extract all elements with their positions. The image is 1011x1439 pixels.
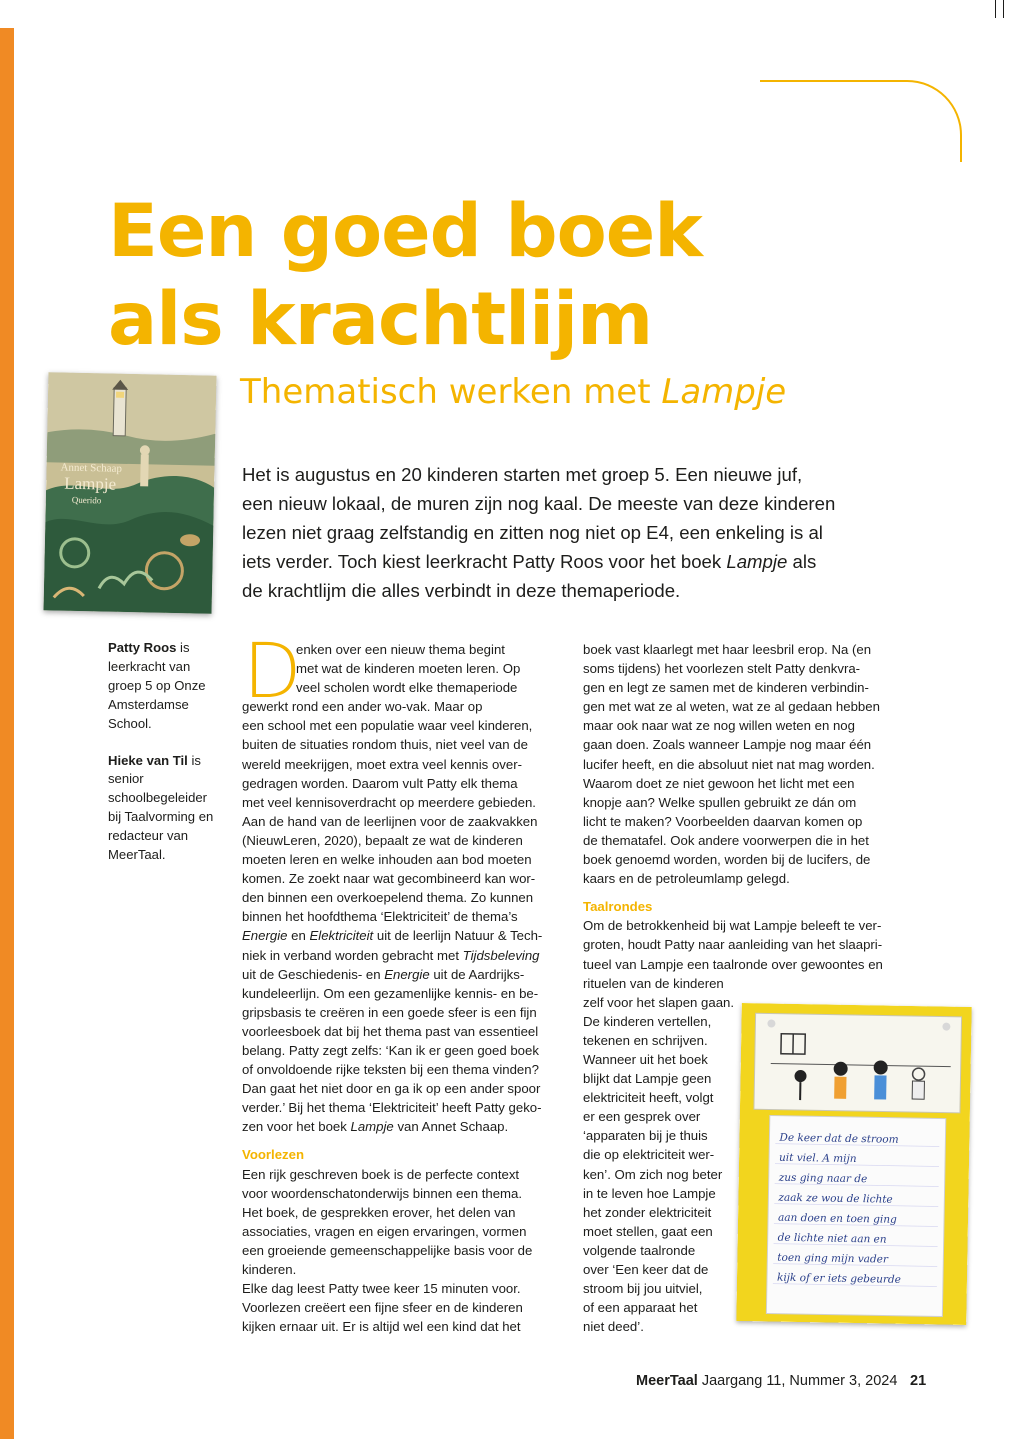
body-line: Een rijk geschreven boek is de perfecte context — [242, 1166, 520, 1182]
body-text: en — [287, 928, 310, 944]
body-line: lucifer heeft, en die absoluut niet nat mag worden. — [583, 756, 875, 772]
body-line: blijkt dat Lampje geen — [583, 1071, 712, 1087]
body-line: boek genoemd worden, worden bij de lucifers, de — [583, 852, 871, 868]
body-line: Wanneer uit het boek — [583, 1051, 708, 1067]
cover-title: Lampje — [63, 473, 117, 494]
body-line: kundeleerlijn. Om een gezamenlijke kennis- en be- — [242, 985, 539, 1001]
subtitle-book-title: Lampje — [661, 372, 787, 412]
author-name: Hieke van Til — [108, 752, 188, 768]
author-bio — [108, 752, 218, 865]
body-text: van Annet Schaap. — [393, 1119, 509, 1135]
body-line: volgende taalronde — [583, 1242, 696, 1258]
body-italic: Energie — [384, 966, 430, 982]
body-italic: Lampje — [350, 1119, 394, 1135]
cover-publisher: Querido — [71, 494, 102, 506]
lead-line: de krachtlijm die alles verbindt in deze themaperiode. — [242, 580, 681, 601]
body-text: uit de leerlijn Natuur & Tech- — [373, 928, 543, 944]
body-line: (NieuwLeren, 2020), bepaalt ze wat de kinderen — [242, 832, 523, 848]
body-line: knopje aan? Welke spullen gebruikt ze dán om — [583, 794, 857, 810]
body-line: in te leven hoe Lampje — [583, 1185, 716, 1201]
author-description: is senior schoolbegeleider bij Taalvorming en redacteur van MeerTaal. — [108, 752, 214, 863]
body-line: kijken ernaar uit. Er is altijd wel een kind dat het — [242, 1319, 521, 1335]
body-line: wereld meekrijgen, moet extra veel kennis over- — [242, 756, 522, 772]
lead-paragraph — [242, 460, 902, 605]
paragraph-gap — [242, 1136, 560, 1145]
author-bio — [108, 639, 218, 734]
issue-info: Jaargang 11, Nummer 3, 2024 — [697, 1373, 898, 1389]
body-line: gaan doen. Zoals wanneer Lampje nog maar één — [583, 737, 872, 753]
article-title — [108, 188, 702, 364]
handwriting-line: aan doen en toen ging — [777, 1211, 897, 1226]
title-line: als krachtlijm — [108, 277, 653, 362]
body-line: gen en legt ze samen met de kinderen verbindin- — [583, 680, 869, 696]
body-line: met veel kennisoverdracht op meerdere gebieden. — [242, 794, 536, 810]
body-line: associaties, vragen en eigen ervaringen, vormen — [242, 1223, 527, 1239]
body-line: Dan gaat het niet door en ga ik op een ander spoor — [242, 1081, 541, 1097]
magazine-name: MeerTaal — [636, 1373, 698, 1389]
body-text: zen voor het boek — [242, 1119, 351, 1135]
lead-line: Het is augustus en 20 kinderen starten met groep 5. Een nieuwe juf, — [242, 464, 803, 485]
body-line: gripsbasis te creëren in een goede sfeer is een fijn — [242, 1004, 537, 1020]
paragraph-gap — [583, 888, 913, 897]
body-line: De kinderen vertellen, — [583, 1013, 712, 1029]
body-line: over ‘Een keer dat de — [583, 1262, 709, 1277]
body-line: enken over een nieuw thema begint — [296, 642, 505, 657]
body-line: Waarom doet ze niet gewoon het licht met een — [583, 775, 855, 791]
body-line: Elke dag leest Patty twee keer 15 minuten voor. — [242, 1281, 521, 1297]
body-line: elektriciteit heeft, volgt — [583, 1090, 714, 1106]
body-line: moeten leren en welke inhouden aan bod moeten — [242, 852, 532, 868]
body-line: maar ook naar wat ze nog willen weten en nog — [583, 718, 855, 734]
handwriting-line: kijk of er iets gebeurde — [776, 1271, 901, 1286]
child-drawing-photo — [736, 1003, 972, 1325]
body-line: verder.’ Bij het thema ‘Elektriciteit’ heeft Patty geko- — [242, 1100, 542, 1116]
body-line: niet deed’. — [583, 1319, 644, 1335]
body-text: niek in verband worden gebracht met — [242, 947, 463, 963]
body-line: gewerkt rond een ander wo-vak. Maar op — [242, 699, 483, 715]
body-line: stroom bij jou uitviel, — [583, 1281, 703, 1297]
side-color-bar — [0, 28, 14, 1439]
body-line: binnen het hoofdthema ‘Elektriciteit’ de thema’s — [242, 909, 518, 925]
body-line: of een apparaat het — [583, 1300, 698, 1316]
body-line: boek vast klaarlegt met haar leesbril erop. Na (en — [583, 642, 872, 657]
body-line: komen. Ze zoekt naar wat gecombineerd kan wor- — [242, 871, 536, 887]
handwriting-line: uit viel. A mijn — [778, 1151, 857, 1166]
body-line: met wat de kinderen moeten leren. Op — [296, 661, 521, 677]
section-heading: Taalrondes — [583, 899, 653, 915]
body-line — [242, 1117, 560, 1136]
body-line: tueel van Lampje een taalronde over gewoontes en — [583, 956, 883, 972]
body-column-left — [242, 626, 560, 1336]
body-line: groten, houdt Patty naar aanleiding van het slaapri- — [583, 937, 883, 953]
handwriting-line: De keer dat de stroom — [779, 1131, 899, 1146]
body-line: veel scholen wordt elke themaperiode — [296, 680, 518, 696]
body-line: voor woordenschatonderwijs binnen een thema. — [242, 1185, 523, 1201]
body-line: belang. Patty zegt zelfs: ‘Kan ik er geen goed boek — [242, 1042, 539, 1058]
section-heading: Voorlezen — [242, 1147, 305, 1163]
body-line: of onvoldoende rijke teksten bij een thema vinden? — [242, 1062, 539, 1078]
body-line: het zonder elektriciteit — [583, 1204, 712, 1220]
book-cover-image — [44, 372, 217, 613]
body-line: kaars en de petroleumlamp gelegd. — [583, 871, 790, 887]
crop-mark — [995, 0, 996, 18]
body-line: Aan de hand van de leerlijnen voor de zaakvakken — [242, 813, 538, 829]
page-number: 21 — [910, 1373, 927, 1389]
handwriting-line: zaak ze wou de lichte — [778, 1191, 893, 1206]
body-line: een groeiende gemeenschappelijke basis voor de — [242, 1242, 533, 1258]
body-line — [242, 965, 560, 984]
cover-author: Annet Schaap — [60, 461, 123, 475]
body-line: rituelen van de kinderen — [583, 975, 724, 991]
drop-cap: D — [243, 626, 302, 715]
body-line: de thematafel. Ook andere voorwerpen die in het — [583, 832, 869, 848]
body-line: gen met wat ze al weten, wat ze al gedaan hebben — [583, 699, 880, 715]
body-line: moet stellen, gaat een — [583, 1223, 713, 1239]
body-line: Het boek, de gesprekken erover, het delen van — [242, 1204, 516, 1220]
body-line: den binnen een overkoepelend thema. Zo kunnen — [242, 890, 534, 906]
handwriting-line: zus ging naar de — [778, 1171, 868, 1186]
decorative-corner-line — [760, 80, 962, 162]
handwriting-line: de lichte niet aan en — [777, 1231, 887, 1246]
body-line: een school met een populatie waar veel kinderen, — [242, 718, 533, 734]
body-line: voorleesboek dat bij het thema past van essentieel — [242, 1023, 539, 1039]
body-line: gedragen worden. Daarom vult Patty elk thema — [242, 775, 518, 791]
subtitle-text: Thematisch werken met — [240, 372, 662, 412]
body-line: tekenen en schrijven. — [583, 1032, 708, 1048]
body-italic: Energie — [242, 928, 288, 944]
author-bios — [108, 639, 218, 883]
lead-book-title: Lampje — [726, 551, 788, 572]
lead-text: iets verder. Toch kiest leerkracht Patty Roos voor het boek — [242, 551, 727, 572]
body-line: die op elektriciteit wer- — [583, 1147, 715, 1163]
author-description: is leerkracht van groep 5 op Onze Amsterdamse School. — [108, 640, 206, 731]
page-footer — [636, 1373, 897, 1389]
body-line: licht te maken? Voorbeelden daarvan komen op — [583, 813, 863, 829]
article-subtitle — [240, 372, 786, 412]
handwriting-line: toen ging mijn vader — [777, 1251, 889, 1266]
body-italic: Tijdsbeleving — [462, 947, 540, 963]
lead-line — [242, 547, 902, 576]
body-line — [242, 946, 560, 965]
crop-mark — [1003, 0, 1004, 18]
body-line: Voorlezen creëert een fijne sfeer en de kinderen — [242, 1300, 523, 1316]
body-line: er een gesprek over — [583, 1109, 701, 1125]
body-line — [242, 926, 560, 945]
lead-line: lezen niet graag zelfstandig en zitten nog niet op E4, een enkeling is al — [242, 522, 823, 543]
body-text: uit de Aardrijks- — [429, 966, 525, 982]
body-line: soms tijdens) het voorlezen stelt Patty denkvra- — [583, 661, 861, 677]
author-name: Patty Roos — [108, 640, 177, 655]
body-line: Om de betrokkenheid bij wat Lampje beleeft te ver- — [583, 918, 882, 934]
body-italic: Elektriciteit — [309, 928, 374, 944]
lead-text: als — [787, 551, 817, 572]
body-text: uit de Geschiedenis- en — [242, 966, 385, 982]
body-line: zelf voor het slapen gaan. — [583, 994, 735, 1010]
body-line: ken’. Om zich nog beter — [583, 1166, 723, 1182]
body-line: ‘apparaten bij je thuis — [583, 1128, 708, 1144]
lead-line: een nieuw lokaal, de muren zijn nog kaal. De meeste van deze kinderen — [242, 493, 836, 514]
body-line: kinderen. — [242, 1262, 297, 1277]
title-line: Een goed boek — [108, 189, 702, 274]
body-line: buiten de situaties rondom thuis, niet veel van de — [242, 737, 528, 753]
